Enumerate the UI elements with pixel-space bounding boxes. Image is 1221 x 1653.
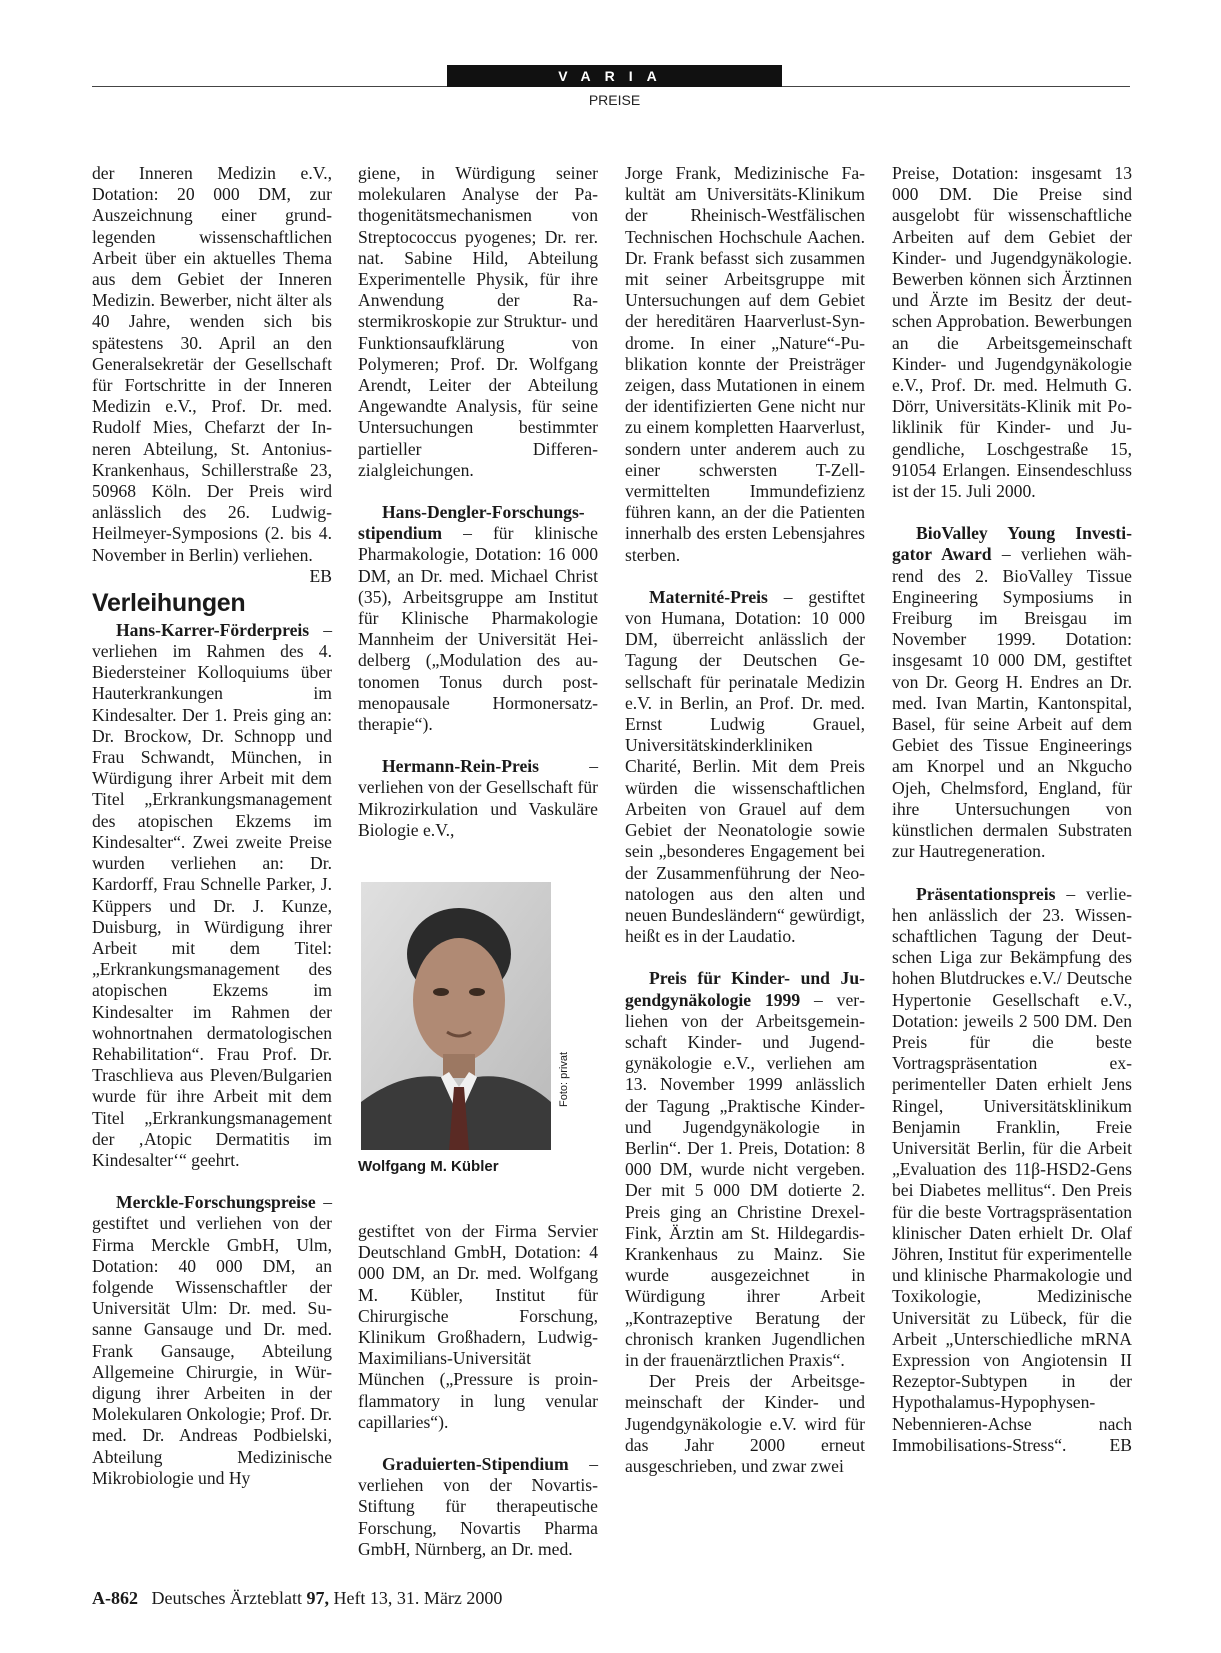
section-heading: Verleihungen (92, 588, 246, 617)
paragraph-text: – verliehen von der Novartis-Stiftung für therapeutische Forschung, Novartis Pharma GmbH, Nürnberg, an Dr. med. (358, 1454, 598, 1559)
author-signature: EB (309, 565, 332, 586)
section-label: VARIA (447, 65, 782, 87)
journal-name: Deutsches Ärzteblatt (151, 1588, 302, 1608)
award-name: Maternité-Preis (649, 586, 768, 607)
paragraph (892, 884, 1132, 1456)
author-signature: EB (1109, 1434, 1132, 1455)
photo-credit: Foto: privat (558, 1051, 570, 1107)
column-1 (92, 163, 332, 1489)
paragraph-text: – verliehen anlässlich der 23. Wissenschaftlichen Tagung der Deutschen Liga zur Bekämpfung des hohen Blutdruckes e.V./ Deutsche Hypertonie Gesellschaft e.V., Dotation: jeweils 2 500 DM. Den Preis für die beste Vortragspräsentation experimenteller Daten erhielt Jens Ringel, Universitätsklinikum Benjamin Franklin, Freie Universität Berlin, für die Arbeit „Evaluation des 11β-HSD2-Gens bei Diabetes mellitus“. Den Preis für die beste Vortragspräsentation klinischer Daten erhielt Dr. Olaf Jöhren, Institut für experimentelle und klinische Pharmakologie und Toxikologie, Medizinische Universität zu Lübeck, für die Arbeit „Unterschiedliche mRNA Expression von Angiotensin II Rezeptor-Subtypen in der Hypothalamus-Hypophysen-Nebennieren-Achse nach Immobilisations-Stress“. (892, 883, 1132, 1455)
paragraph (625, 587, 865, 947)
paragraph (358, 756, 598, 841)
award-name: Merckle-Forschungspreise (116, 1192, 316, 1213)
column-3 (625, 163, 865, 1477)
column-4 (892, 163, 1132, 1456)
portrait-figure (358, 882, 583, 1182)
award-name: Hermann-Rein-Preis (382, 756, 540, 777)
paragraph-text: – verliehen von der Arbeitsgemeinschaft Kinder- und Jugendgynäkologie e.V., verliehen am 13. November 1999 anlässlich der Tagung „Praktische Kinder- und Jugendgynäkologie in Berlin“. Der 1. Preis, Dotation: 8 000 DM, wurde nicht vergeben. Der mit 5 000 DM dotierte 2. Preis ging an Christine Drexel-Fink, Ärztin am St. Hildegardis-Krankenhaus zu Mainz. Sie wurde ausgezeichnet in Würdigung ihrer Arbeit „Kontrazeptive Beratung der chronisch kranken Jugendlichen in der frauenärztlichen Praxis“. (625, 989, 865, 1370)
paragraph (358, 502, 598, 735)
paragraph-text: – verliehen von der Gesellschaft für Mikrozirkulation und Vaskuläre Biologie e.V., (358, 756, 598, 840)
subsection-label: PREISE (588, 92, 641, 108)
paragraph: Preise, Dotation: insgesamt 13 000 DM. Die Preise sind ausgelobt für wissenschaftliche Arbeiten auf dem Gebiet der Kinder- und Jugendgynäkologie. Bewerben können sich Ärztinnen und Ärzte im Besitz der deutschen Approbation. Bewerbungen an die Arbeitsgemeinschaft Kinder- und Jugendgynäkologie e.V., Prof. Dr. med. Helmuth G. Dörr, Universitäts-Klinik mit Poliklinik für Kinder- und Jugendliche, Loschgestraße 15, 91054 Erlangen. Einsendeschluss ist der 15. Juli 2000. (892, 163, 1132, 502)
paragraph (92, 163, 332, 586)
issue-info: Heft 13, 31. März 2000 (333, 1588, 503, 1608)
column-2-continued (358, 1221, 598, 1560)
paragraph: giene, in Würdigung seiner molekularen Analyse der Pathogenitätsmechanismen von Streptococcus pyogenes; Dr. rer. nat. Sabine Hild, Abteilung Experimentelle Physik, für ihre Anwendung der Rastermikroskopie zur Struktur- und Funktionsaufklärung von Polymeren; Prof. Dr. Wolfgang Arendt, Leiter der Abteilung Angewandte Analysis, für seine Untersuchungen bestimmter partieller Differenzialgleichungen. (358, 163, 598, 480)
paragraph-text: – gestiftet von Humana, Dotation: 10 000 DM, überreicht anlässlich der Tagung der Deutschen Gesellschaft für perinatale Medizin e.V. in Berlin, an Prof. Dr. med. Ernst Ludwig Grauel, Universitätskinderkliniken Charité, Berlin. Mit dem Preis würden die wissenschaftlichen Arbeiten von Grauel auf dem Gebiet der Neonatologie sowie sein „besonderes Engagement bei der Zusammenführung der Neonatologen aus den alten und neuen Bundesländern“ gewürdigt, heißt es in der Laudatio. (625, 586, 865, 947)
paragraph-text: – verliehen im Rahmen des 4. Biedersteiner Kolloquiums über Hauterkrankungen im Kindesalter. Der 1. Preis ging an: Dr. Brockow, Dr. Schnopp und Frau Schwandt, München, in Würdigung ihrer Arbeit mit dem Titel „Erkrankungsmanagement des atopischen Ekzems im Kindesalter“. Zwei zweite Preise wurden verliehen an: Dr. Kardorff, Frau Schnelle Parker, J. Küppers und Dr. J. Kunze, Duisburg, in Würdigung ihrer Arbeit mit dem Titel: „Erkrankungsmanagement des atopischen Ekzems im Kindesalter im Rahmen der wohnortnahen dermatologischen Rehabilitation“. Frau Prof. Dr. Traschlieva aus Pleven/Bulgarien wurde für ihre Arbeit mit dem Titel „Erkrankungsmanagement der ‚Atopic Dermatitis im Kindesalter‘“ geehrt. (92, 619, 332, 1170)
award-name: Hans-Dengler-Forschungsstipendium (358, 502, 585, 544)
paragraph (625, 968, 865, 1371)
paragraph (92, 1192, 332, 1489)
paragraph (892, 523, 1132, 862)
paragraph: Der Preis der Arbeitsgemeinschaft der Kinder- und Jugendgynäkologie e.V. wird für das Jahr 2000 erneut ausgeschrieben, und zwar zwei (625, 1371, 865, 1476)
paragraph: gestiftet von der Firma Servier Deutschland GmbH, Dotation: 4 000 DM, an Dr. med. Wolfgang M. Kübler, Institut für Chirurgische Forschung, Klinikum Großhadern, Ludwig-Maximilians-Universität München („Pressure is proinflammatory in lung venular capillaries“). (358, 1221, 598, 1432)
award-name: Präsentationspreis (916, 883, 1056, 904)
volume-number: 97, (306, 1588, 329, 1608)
award-name: Graduierten-Stipendium (382, 1454, 569, 1475)
column-2 (358, 163, 598, 841)
paragraph-text: der Inneren Medizin e.V., Dotation: 20 000 DM, zur Auszeichnung einer grundlegenden wissenschaftlichen Arbeit über ein aktuelles Thema aus dem Gebiet der Inneren Medizin. Bewerber, nicht älter als 40 Jahre, wenden sich bis spätestens 30. April an den Generalsekretär der Gesellschaft für Fortschritte in der Inneren Medizin e.V., Prof. Dr. med. Rudolf Mies, Chefarzt der Inneren Abteilung, St. Antonius-Krankenhaus, Schillerstraße 23, 50968 Köln. Der Preis wird anlässlich des 26. Ludwig-Heilmeyer-Symposions (2. bis 4. November in Berlin) verliehen. (92, 163, 332, 565)
paragraph-text: – gestiftet und verliehen von der Firma Merckle GmbH, Ulm, Dotation: 40 000 DM, an folgende Wissenschaftler der Universität Ulm: Dr. med. Susanne Gansauge und Dr. med. Frank Gansauge, Abteilung Allgemeine Chirurgie, in Würdigung ihrer Arbeiten in der Molekularen Onkologie; Prof. Dr. med. Dr. Andreas Podbielski, Abteilung Medizinische Mikrobiologie und Hy (92, 1192, 332, 1488)
award-name: Hans-Karrer-Förderpreis (116, 619, 310, 640)
paragraph: Jorge Frank, Medizinische Fakultät am Universitäts-Klinikum der Rheinisch-Westfälischen Technischen Hochschule Aachen. Dr. Frank befasst sich zusammen mit seiner Arbeitsgruppe mit Untersuchungen auf dem Gebiet der hereditären Haarverlust-Syndrome. In einer „Nature“-Publikation konnte der Preisträger zeigen, dass Mutationen in einem der identifizierten Gene nicht nur zu einem kompletten Haarverlust, sondern unter anderem auch zu einer schwersten T-Zellvermittelten Immundefizienz führen kann, an der die Patienten innerhalb des ersten Lebensjahres sterben. (625, 163, 865, 565)
award-name: BioValley Young Investigator Award (892, 523, 1132, 565)
page-number: A-862 (92, 1588, 138, 1608)
paragraph (92, 620, 332, 1171)
page-footer (92, 1588, 502, 1609)
award-name: Preis für Kinder- und Jugendgynäkologie 1999 (625, 968, 865, 1010)
paragraph (358, 1454, 598, 1560)
portrait-photo (361, 882, 551, 1150)
paragraph-text: – für klinische Pharmakologie, Dotation: 16 000 DM, an Dr. med. Michael Christ (35), Arbeitsgruppe am Institut für Klinische Pharmakologie Mannheim der Universität Heidelberg („Modulation des autonomen Tonus durch postmenopausale Hormonersatztherapie“). (358, 523, 598, 735)
paragraph-text: – verliehen während des 2. BioValley Tissue Engineering Symposiums in Freiburg im Breisgau im November 1999. Dotation: insgesamt 10 000 DM, gestiftet von Dr. Georg H. Endres an Dr. med. Ivan Martin, Kantonspital, Basel, für seine Arbeit auf dem Gebiet des Tissue Engineerings am Knorpel und an Nkgucho Ojeh, Chelmsford, England, für ihre Untersuchungen von künstlichen dermalen Substraten zur Hautregeneration. (892, 544, 1132, 862)
photo-caption: Wolfgang M. Kübler (358, 1158, 499, 1175)
